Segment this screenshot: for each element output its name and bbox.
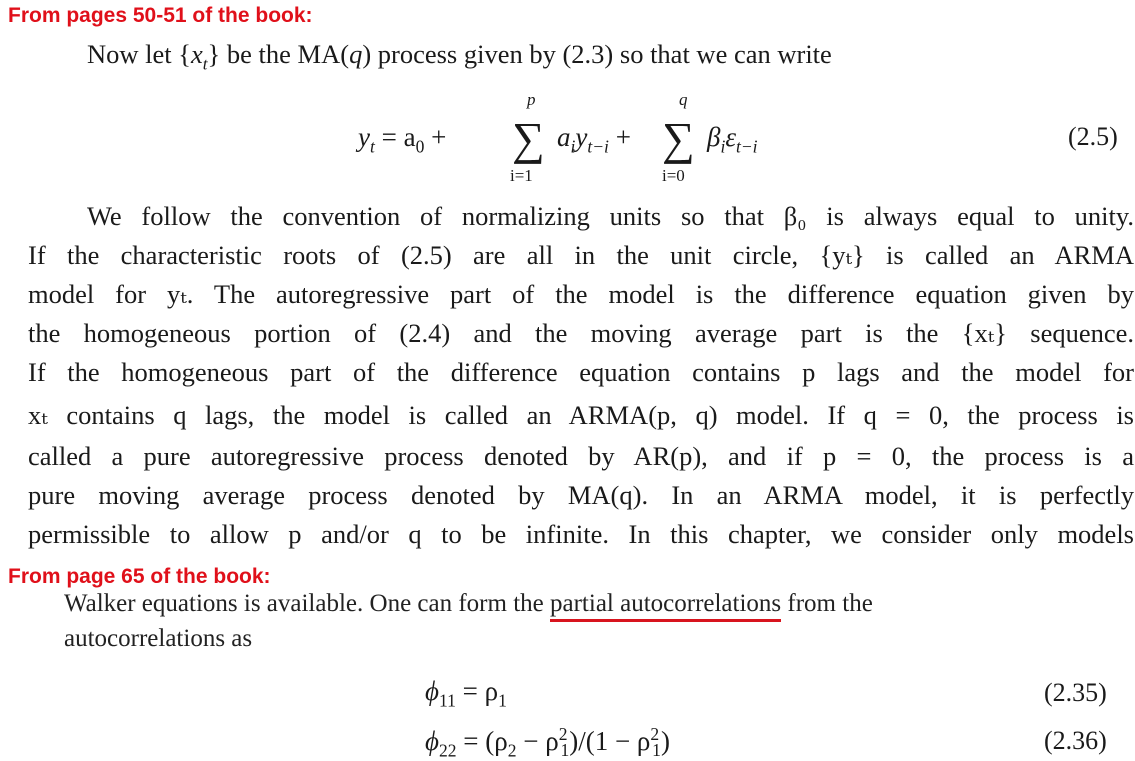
paragraph-line: xₜ contains q lags, the model is called an ARMA(p, q) model. If q = 0, the process is [28,400,1134,430]
paragraph-line: If the homogeneous part of the difference equation contains p lags and the model for [28,357,1134,387]
pacf-line-1: Walker equations is available. One can form the partial autocorrelations from the [64,589,1116,619]
paragraph-line: pure moving average process denoted by MA(q). In an ARMA model, it is perfectly [28,480,1134,510]
summation-symbol-1: ∑ [512,113,545,164]
summation-symbol-2: ∑ [662,113,695,164]
equation-number-2-5: (2.5) [1068,122,1118,151]
equation-number-2-35: (2.35) [1044,678,1107,707]
underlined-term: partial autocorrelations [550,590,781,622]
paragraph-line: called a pure autoregressive process denoted by AR(p), and if p = 0, the process is a [28,441,1134,471]
paragraph-line: If the characteristic roots of (2.5) are all in the unit circle, {yₜ} is called an ARMA [28,240,1134,270]
paragraph-line: permissible to allow p and/or q to be infinite. In this chapter, we consider only models [28,519,1134,549]
section-header-pages-50-51: From pages 50-51 of the book: [8,4,313,27]
equation-number-2-36: (2.36) [1044,726,1107,755]
pacf-line-2: autocorrelations as [64,625,253,652]
paragraph-line: We follow the convention of normalizing units so that β₀ is always equal to unity. [87,201,1134,231]
section-header-page-65: From page 65 of the book: [8,565,271,588]
paragraph-line: the homogeneous portion of (2.4) and the moving average part is the {xₜ} sequence. [28,318,1134,348]
paragraph-line: model for yₜ. The autoregressive part of the model is the difference equation given by [28,279,1134,309]
intro-line: Now let $\{x_t\}$ be the MA(q) process given by (2.3) so that we can write [87,39,832,74]
